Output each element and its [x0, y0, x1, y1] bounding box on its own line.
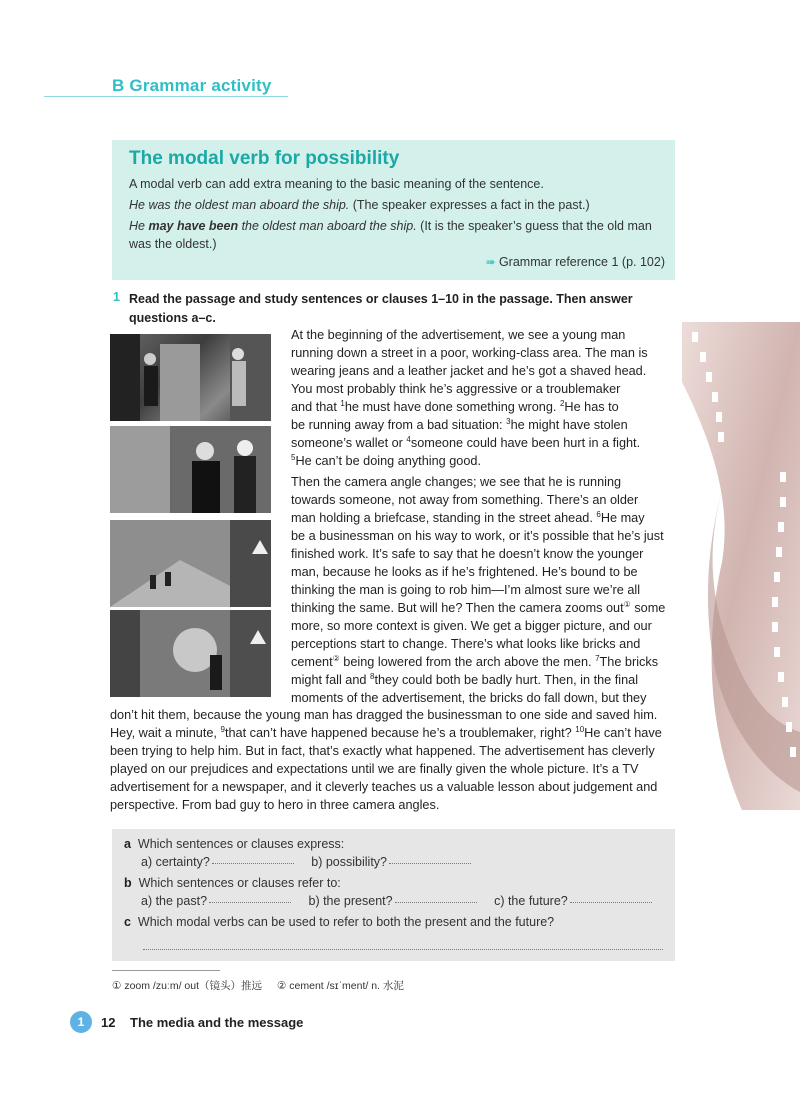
question-b-future: c) the future? — [494, 894, 568, 908]
footnotes — [112, 978, 416, 993]
arrow-right-icon: ➠ — [485, 255, 496, 269]
question-a-options — [141, 855, 471, 869]
clause-number: 9 — [220, 725, 225, 734]
passage-line: moments of the advertisement, the bricks do fall down, but they — [291, 691, 647, 705]
passage-text-run: be running away from a bad situation: — [291, 418, 507, 432]
passage-line — [291, 599, 676, 617]
passage-text-run: Hey, wait a minute, — [110, 726, 221, 740]
passage-text-run: He has to — [564, 400, 619, 414]
question-b-present: b) the present? — [308, 894, 393, 908]
question-label: a — [124, 837, 131, 851]
question-b-options — [141, 894, 652, 908]
passage-text-run: The bricks — [599, 655, 659, 669]
grammar-example-2-note-cont: was the oldest.) — [129, 237, 217, 251]
passage-text-run: and that — [291, 400, 341, 414]
passage-text-run: they could both be badly hurt. Then, in the final — [374, 673, 639, 687]
passage-text-run: being lowered from the arch above the men. — [339, 655, 596, 669]
example-2-note: (It is the speaker’s guess that the old man — [416, 219, 652, 233]
clause-number: 6 — [596, 510, 601, 519]
clause-number: 8 — [370, 672, 375, 681]
grammar-box — [112, 140, 675, 280]
passage-line: thinking the man is going to rob him—I’m almost sure we’re all — [291, 583, 641, 597]
passage-line: don’t hit them, because the young man has dragged the businessman to one side and saved him. — [110, 708, 658, 722]
passage-line: played on our prejudices and expectations until we are finally given the whole picture. It’s a TV — [110, 762, 639, 776]
photo-businessman — [110, 426, 271, 513]
passage-line: towards someone, not away from something. There’s an older — [291, 493, 639, 507]
passage-line: Then the camera angle changes; we see that he is running — [291, 475, 622, 489]
example-1-note: (The speaker expresses a fact in the past.) — [349, 198, 590, 212]
page-number: 12 — [101, 1015, 116, 1030]
passage-line: running down a street in a poor, working-class area. The man is — [291, 346, 648, 360]
question-label: b — [124, 876, 132, 890]
passage-line — [110, 724, 676, 742]
answer-blank-c[interactable] — [143, 948, 663, 950]
clause-number: 1 — [340, 399, 345, 408]
footnote-rule — [112, 970, 220, 971]
example-2-modal: may have been — [148, 219, 239, 233]
task-instruction — [129, 290, 659, 327]
photo-young-man-running — [110, 334, 271, 421]
clause-number: 10 — [575, 725, 585, 734]
question-a-text: Which sentences or clauses express: — [137, 837, 345, 851]
passage-line — [291, 653, 676, 671]
passage-line — [291, 398, 676, 416]
answer-blank-a2[interactable] — [389, 862, 471, 864]
photo-street-wide — [110, 520, 271, 607]
passage-text — [291, 326, 676, 707]
passage-text-run: that can’t have happened because he’s a troublemaker, right? — [224, 726, 576, 740]
passage-text-wide — [110, 706, 676, 814]
passage-text-run: someone’s wallet or — [291, 436, 407, 450]
passage-line: perceptions start to change. There’s what looks like bricks and — [291, 637, 641, 651]
passage-line: more, so more context is given. We get a bigger picture, and our — [291, 619, 652, 633]
film-strip-decoration — [672, 322, 800, 810]
passage-line — [291, 434, 676, 452]
passage-text-run: some — [630, 601, 666, 615]
passage-line: be a businessman on his way to work, or it’s possible that he’s just — [291, 529, 664, 543]
grammar-box-title: The modal verb for possibility — [129, 148, 400, 169]
clause-number: 7 — [595, 654, 600, 663]
question-b-past: a) the past? — [141, 894, 208, 908]
passage-line — [291, 509, 676, 527]
passage-text-run: someone could have been hurt in a fight. — [410, 436, 641, 450]
passage-line: been trying to help him. But in fact, that’s exactly what happened. The advertisement has cleverly — [110, 744, 655, 758]
question-c-text: Which modal verbs can be used to refer to both the present and the future? — [137, 915, 555, 929]
passage-text-run: man holding a briefcase, standing in the street ahead. — [291, 511, 597, 525]
passage-text-run: He may — [600, 511, 645, 525]
section-heading: B Grammar activity — [112, 76, 272, 95]
answer-blank-b3[interactable] — [570, 901, 652, 903]
passage-line — [291, 416, 676, 434]
grammar-reference-link[interactable] — [485, 254, 665, 269]
question-a-certainty: a) certainty? — [141, 855, 210, 869]
passage-text-run: He can’t have — [584, 726, 662, 740]
unit-title: The media and the message — [130, 1015, 304, 1030]
grammar-example-2 — [129, 217, 659, 235]
passage-line: perspective. From bad guy to hero in three camera angles. — [110, 798, 440, 812]
footnote-marker: ② — [332, 654, 340, 663]
passage-text-run: cement — [291, 655, 333, 669]
passage-text-run: He can’t be doing anything good. — [295, 454, 481, 468]
passage-text-run: he must have done something wrong. — [344, 400, 560, 414]
photo-bricks-falling — [110, 610, 271, 697]
grammar-example-1 — [129, 196, 659, 214]
answer-blank-b1[interactable] — [209, 901, 291, 903]
answer-blank-a1[interactable] — [212, 862, 294, 864]
passage-line: You most probably think he’s aggressive or a troublemaker — [291, 382, 621, 396]
footnote-1: ① zoom /zuːm/ out（镜头）推远 — [112, 980, 263, 992]
passage-line: advertisement for a newspaper, and it cleverly teaches us a valuable lesson about judgement and — [110, 780, 658, 794]
passage-text-run: he might have stolen — [510, 418, 628, 432]
example-2-rest: the oldest man aboard the ship. — [238, 219, 417, 233]
footnote-2: ② cement /sɪˈment/ n. 水泥 — [276, 980, 404, 992]
passage-text-run: might fall and — [291, 673, 370, 687]
passage-line: finished work. It’s safe to say that he doesn’t know the younger — [291, 547, 644, 561]
answer-blank-b2[interactable] — [395, 901, 477, 903]
question-b-text: Which sentences or clauses refer to: — [138, 876, 341, 890]
question-c-answer — [141, 941, 663, 955]
passage-line — [291, 452, 676, 470]
example-2-he: He — [129, 219, 149, 233]
task-line-2: questions a–c. — [129, 310, 216, 325]
passage-text-run: thinking the same. But will he? Then the camera zooms out — [291, 601, 624, 615]
question-label: c — [124, 915, 131, 929]
question-c — [124, 915, 554, 929]
passage-line: At the beginning of the advertisement, we see a young man — [291, 328, 626, 342]
section-rule — [44, 96, 288, 97]
task-line-1: Read the passage and study sentences or clauses 1–10 in the passage. Then answer — [129, 292, 633, 306]
footnote-marker: ① — [623, 600, 631, 609]
clause-number: 4 — [406, 435, 411, 444]
unit-badge: 1 — [70, 1011, 92, 1033]
question-a — [124, 837, 344, 851]
questions-box — [112, 829, 675, 961]
clause-number: 3 — [506, 417, 511, 426]
clause-number: 2 — [559, 399, 565, 408]
task-number: 1 — [113, 290, 120, 304]
grammar-reference-text: Grammar reference 1 (p. 102) — [498, 255, 665, 269]
grammar-intro: A modal verb can add extra meaning to the basic meaning of the sentence. — [129, 177, 544, 191]
question-a-possibility: b) possibility? — [311, 855, 387, 869]
clause-number: 5 — [291, 453, 296, 462]
passage-line: wearing jeans and a leather jacket and he’s got a shaved head. — [291, 364, 647, 378]
passage-line: man, because he looks as if he’s frightened. He’s bound to be — [291, 565, 638, 579]
passage-line — [291, 671, 676, 689]
example-1-sentence: He was the oldest man aboard the ship. — [129, 198, 350, 212]
question-b — [124, 876, 341, 890]
